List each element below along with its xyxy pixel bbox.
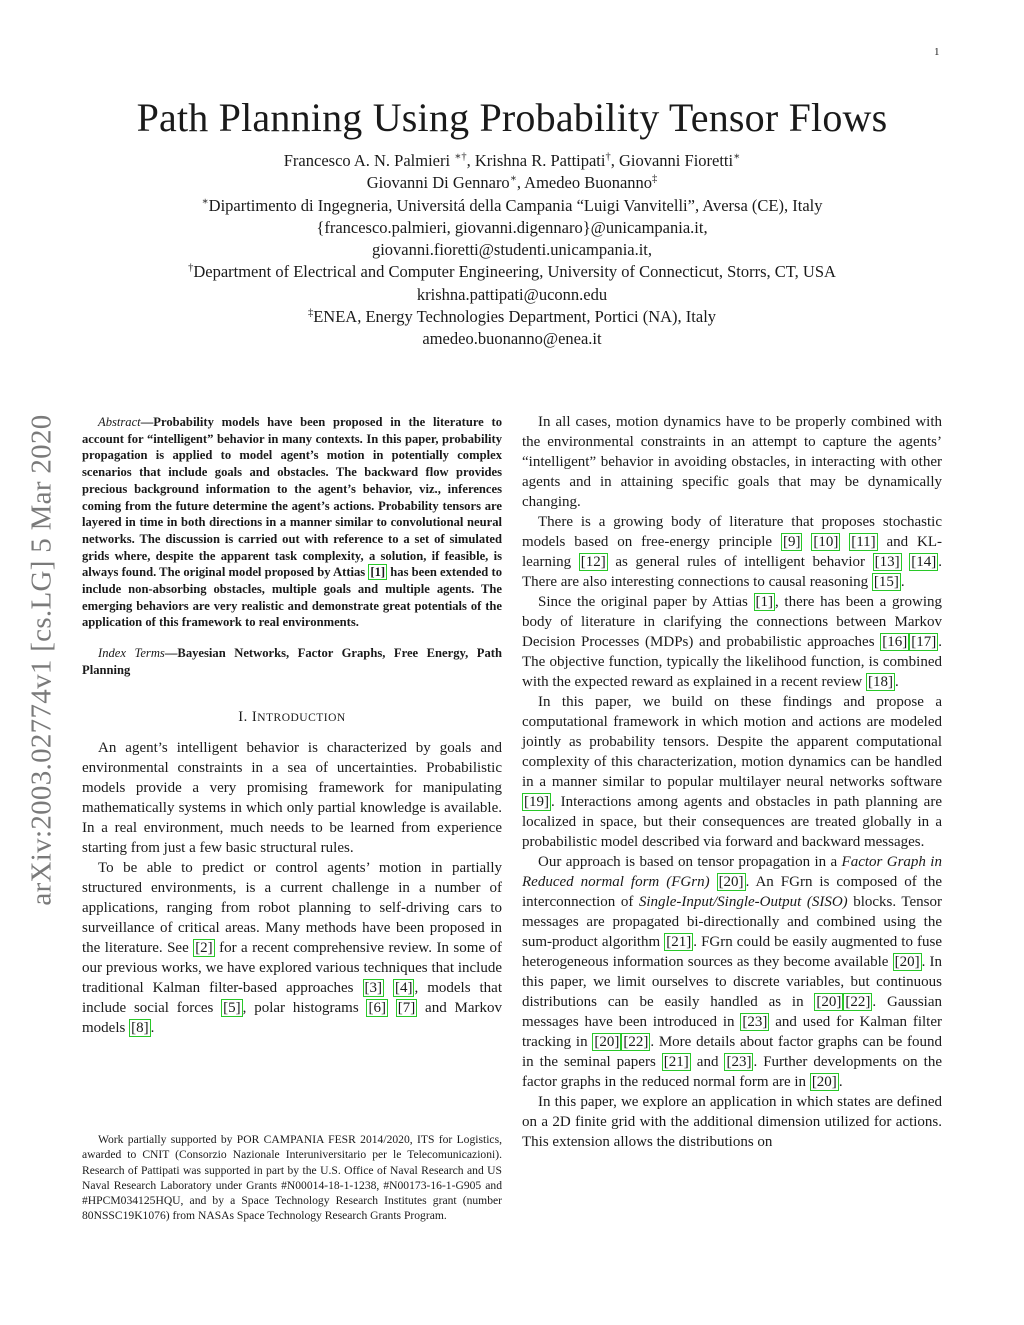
citation-link[interactable]: [23] [726,1054,752,1070]
text-run: and KL-learning [522,534,943,570]
paragraph [522,692,942,852]
arxiv-id: arXiv:2003.02774v1 [cs.LG] 5 Mar 2020 [25,414,58,906]
text-run: . Gaussian messages have been introduced in [522,994,942,1030]
text-run: . Interactions among agents and obstacles in path planning are localized in space, but their consequences are treated globally in a probabilistic model described via forward and backward messages. [522,794,942,850]
author-name: , Giovanni Fioretti [610,151,734,170]
text-run: There is a growing body of literature that proposes stochastic models based on free-energy principle [522,514,942,550]
affiliation-2 [0,261,1024,283]
text-run: as general rules of intelligent behavior [607,554,873,570]
index-terms [82,645,502,678]
author-block [0,150,1024,351]
paper-title: Path Planning Using Probability Tensor Flows [136,95,888,140]
emphasis: Single-Input/Single-Output (SISO) [638,894,848,910]
author-name: Francesco A. N. Palmieri [283,151,451,170]
author-line-2 [0,172,1024,194]
citation-link[interactable]: [14] [911,554,937,570]
citation-link[interactable]: [11] [851,534,876,550]
text-run: . In this paper, we limit ourselves to discrete variables, but continuous distributions can be easily handled as in [522,954,943,1010]
text-run: . Further developments on the factor graphs in the reduced normal form are in [522,1054,942,1090]
citation-link[interactable]: [3] [364,979,382,996]
text-run: . An FGrn is composed of the interconnection of [522,874,943,910]
text-run: . There are also interesting connections to causal reasoning [522,554,943,590]
text-run: . [150,1019,155,1036]
text-run: and Markov models [82,999,503,1036]
paragraph [522,592,942,692]
citation-link[interactable]: [20] [816,994,842,1010]
text-run: . FGrn could be easily augmented to fuse heterogeneous information sources as they become available [522,934,942,970]
arxiv-stamp [24,360,60,960]
text-run: , polar histograms [242,999,367,1016]
author-name: Giovanni Di Gennaro [366,173,510,193]
citation-link[interactable]: [21] [663,1054,689,1070]
citation-link[interactable]: [5] [223,999,241,1016]
text-run: , there has been a growing body of literature in clarifying the connections between Markov Decision Processes (MDPs) and probabilistic approaches [522,594,942,650]
text-run: To be able to predict or control agents’ motion in partially structured environments, is a current challenge in a number of applications, ranging from robot planning to self-driving cars to surveillance of critical areas. Many methods have been proposed in the literature. See [82,859,502,956]
index-terms-label: Index Terms [98,646,165,661]
section-title: NTRODUCTION [257,711,346,724]
citation-link[interactable]: [4] [394,979,413,996]
citation-link[interactable]: [1] [370,565,386,580]
section-heading [82,709,502,726]
author-name: , Krishna R. Pattipati [466,151,606,170]
citation-link[interactable]: [1] [755,594,774,610]
left-column [82,414,502,1038]
paragraph [522,512,942,592]
citation-link[interactable]: [19] [524,794,549,810]
text-run: Since the original paper by Attias [538,594,754,610]
author-name: , Amedeo Buonanno [516,173,653,193]
citation-link[interactable]: [23] [742,1014,768,1030]
affil-mark: † [605,151,611,163]
citation-link[interactable]: [21] [666,934,692,950]
citation-link[interactable]: [20] [594,1034,620,1050]
citation-link[interactable]: [16] [882,634,908,650]
abstract-text: has been extended to include non-absorbing obstacles, multiple goals and multiple agents. The emerging behaviors are very realistic and demonstrate great potentials of the application of this framework to real environments. [82,565,502,630]
text-run: blocks. Tensor messages are propagated bi-directionally and combined using the sum-product algorithm [522,894,942,950]
email-line-2: giovanni.fioretti@studenti.unicampania.it, [371,240,653,260]
author-line-1 [0,150,1024,172]
affiliation-1 [0,195,1024,217]
citation-link[interactable]: [6] [368,999,386,1016]
page-number: 1 [934,46,940,58]
text-run [710,874,717,890]
affil-mark: ‡ [307,307,314,319]
affil-mark: ‡ [652,173,658,185]
affil-mark: ∗ [733,151,741,163]
affil-mark: ∗† [454,151,467,163]
affiliation-text: ENEA, Energy Technologies Department, Portici (NA), Italy [313,307,717,327]
text-run: In this paper, we build on these findings and propose a computational framework in which motion and actions are modeled jointly as probability tensors. Despite the apparent computational complexity of this characterization, motion dynamics can be handled in a manner similar to popular multilayer neural networks software [522,694,942,790]
citation-link[interactable]: [8] [131,1019,149,1036]
right-column [522,412,942,1152]
affiliation-3 [0,306,1024,328]
email-line-3: krishna.pattipati@uconn.edu [416,284,608,304]
citation-link[interactable]: [20] [811,1074,837,1090]
abstract-text: —Probability models have been proposed in the literature to account for “intelligent” behavior in many contexts. In this paper, probability propagation is applied to model agent’s motion in potentially complex scenarios that include goals and obstacles. The backward flow provides precious background information to the agent’s behavior, viz., inferences coming from the future determine the agent’s actions. Probability tensors are layered in time in both directions in a manner similar to convolutional neural networks. The discussion is carried out with reference to a set of simulated grids where, despite the apparent task complexity, a solution, if feasible, is always found. The original model proposed by Attias [82,415,502,580]
citation-link[interactable]: [18] [868,674,894,690]
text-run: for a recent comprehensive review. In some of our previous works, we have explored various techniques that include traditional Kalman filter-based approaches [82,939,502,996]
section-number: I. [238,708,252,725]
paragraph [522,852,942,1092]
paragraph: In this paper, we explore an application in which states are defined on a 2D finite grid with the additional dimension utilized for actions. This extension allows the distributions on [522,1094,942,1150]
affil-mark: ∗ [509,173,517,185]
abstract-label: Abstract [98,415,141,429]
section-title: I [251,708,258,725]
paragraph [82,858,502,1038]
citation-link[interactable]: [15] [873,574,899,590]
text-run: , models that include social forces [82,979,503,1016]
text-run: . The objective function, typically the likelihood function, is combined with the expected reward as explained in a recent review [522,634,942,690]
email-line-1: {francesco.palmieri, giovanni.digennaro}@unicampania.it, [316,217,708,237]
citation-link[interactable]: [9] [782,534,801,550]
text-run: . [895,674,899,690]
index-terms-text: —Bayesian Networks, Factor Graphs, Free Energy, Path Planning [82,646,502,677]
text-run: and used for Kalman filter tracking in [522,1014,942,1050]
citation-link[interactable]: [12] [580,554,606,570]
paragraph: An agent’s intelligent behavior is characterized by goals and environmental constraints in a sea of uncertainties. Probabilistic models provide a very promising framework for manipulating mathematically systems in which only partial knowledge is available. In a real environment, much needs to be learned from experience starting from just a few basic structural rules. [82,739,502,856]
citation-link[interactable]: [7] [397,999,416,1016]
affil-mark: ∗ [201,196,209,208]
affil-mark: † [188,262,194,274]
text-run: Our approach is based on tensor propagation in a [538,854,842,870]
text-run: . More details about factor graphs can be found in the seminal papers [522,1034,942,1070]
citation-link[interactable]: [2] [195,939,213,956]
affiliation-text: Department of Electrical and Computer Engineering, University of Connecticut, Storrs, CT, USA [193,262,836,282]
emphasis: Factor Graph in Reduced normal form (FGrn) [522,854,942,890]
affiliation-text: Dipartimento di Ingegneria, Universitá della Campania “Luigi Vanvitelli”, Aversa (CE), Italy [208,195,823,215]
citation-link[interactable]: [10] [813,534,839,550]
citation-link[interactable]: [20] [718,874,744,890]
text-run: . [838,1074,843,1090]
citation-link[interactable]: [17] [911,634,937,650]
citation-link[interactable]: [22] [845,994,871,1010]
abstract [82,414,502,631]
citation-link[interactable]: [20] [894,954,920,970]
text-run: and [690,1054,725,1070]
footnote: Work partially supported by POR CAMPANIA FESR 2014/2020, ITS for Logistics, awarded to CNIT (Consorzio Nazionale Interuniversitario per le Telecomunicazioni). Research of Pattipati was supported in part by the U.S. Office of Naval Research and US Naval Research Laboratory under Grants #N00014-18-1-1238, #N00173-16-1-G905 and #HPCM034125HQU, and by a Space Technology Research Institutes grant (number 80NSSC19K1076) from NASAs Space Technology Research Grants Program. [82,1133,502,1223]
email-line-4: amedeo.buonanno@enea.it [422,329,602,349]
citation-link[interactable]: [22] [623,1034,649,1050]
text-run: . [900,574,905,590]
paragraph: In all cases, motion dynamics have to be properly combined with the environmental constraints in an attempt to capture the agents’ “intelligent” behavior in avoiding obstacles, in interacting with other agents and in attaining specific goals that may be dynamically changing. [522,414,942,510]
citation-link[interactable]: [13] [874,554,900,570]
